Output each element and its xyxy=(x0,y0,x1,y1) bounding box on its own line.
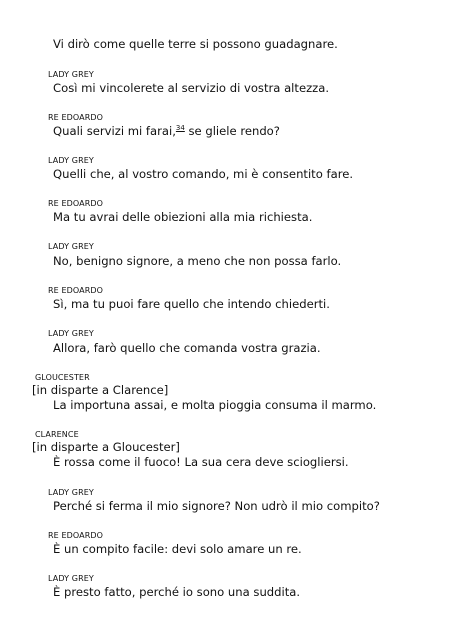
dialogue-line: Quelli che, al vostro comando, mi è consentito fare. xyxy=(53,167,354,181)
dialogue-line: Sì, ma tu puoi fare quello che intendo chiederti. xyxy=(53,297,330,311)
speaker-name: LADY GREY xyxy=(48,242,94,251)
speaker-name: RE EDOARDO xyxy=(48,199,104,208)
speaker-name: LADY GREY xyxy=(48,488,94,497)
speaker-name: CLARENCE xyxy=(35,430,79,439)
speaker-name: LADY GREY xyxy=(48,156,94,165)
dialogue-line: No, benigno signore, a meno che non possa farlo. xyxy=(53,254,342,268)
speaker-name: LADY GREY xyxy=(48,329,94,338)
stage-direction: [in disparte a Clarence] xyxy=(32,383,169,397)
speaker-name: LADY GREY xyxy=(48,574,94,583)
dialogue-line: Perché si ferma il mio signore? Non udrò il mio compito? xyxy=(53,499,380,513)
dialogue-text: se gliele rendo? xyxy=(184,124,280,138)
speaker-name: RE EDOARDO xyxy=(48,531,104,540)
speaker-name: RE EDOARDO xyxy=(48,113,104,122)
dialogue-line: La importuna assai, e molta pioggia consuma il marmo. xyxy=(53,398,377,412)
footnote-reference[interactable]: 34 xyxy=(175,124,185,132)
dialogue-text: Quali servizi mi farai, xyxy=(53,124,176,138)
dialogue-line: Così mi vincolerete al servizio di vostra altezza. xyxy=(53,81,330,95)
dialogue-line: È presto fatto, perché io sono una suddita. xyxy=(53,585,301,599)
speaker-name: GLOUCESTER xyxy=(35,373,90,382)
dialogue-line: Ma tu avrai delle obiezioni alla mia richiesta. xyxy=(53,210,313,224)
dialogue-line: Allora, farò quello che comanda vostra grazia. xyxy=(53,341,321,355)
speaker-name: LADY GREY xyxy=(48,70,94,79)
stage-direction: [in disparte a Gloucester] xyxy=(32,440,180,454)
dialogue-line: È un compito facile: devi solo amare un re. xyxy=(53,542,302,556)
dialogue-line xyxy=(53,124,280,138)
dialogue-line: Vi dirò come quelle terre si possono guadagnare. xyxy=(53,37,338,51)
speaker-name: RE EDOARDO xyxy=(48,286,104,295)
dialogue-line: È rossa come il fuoco! La sua cera deve sciogliersi. xyxy=(53,455,349,469)
